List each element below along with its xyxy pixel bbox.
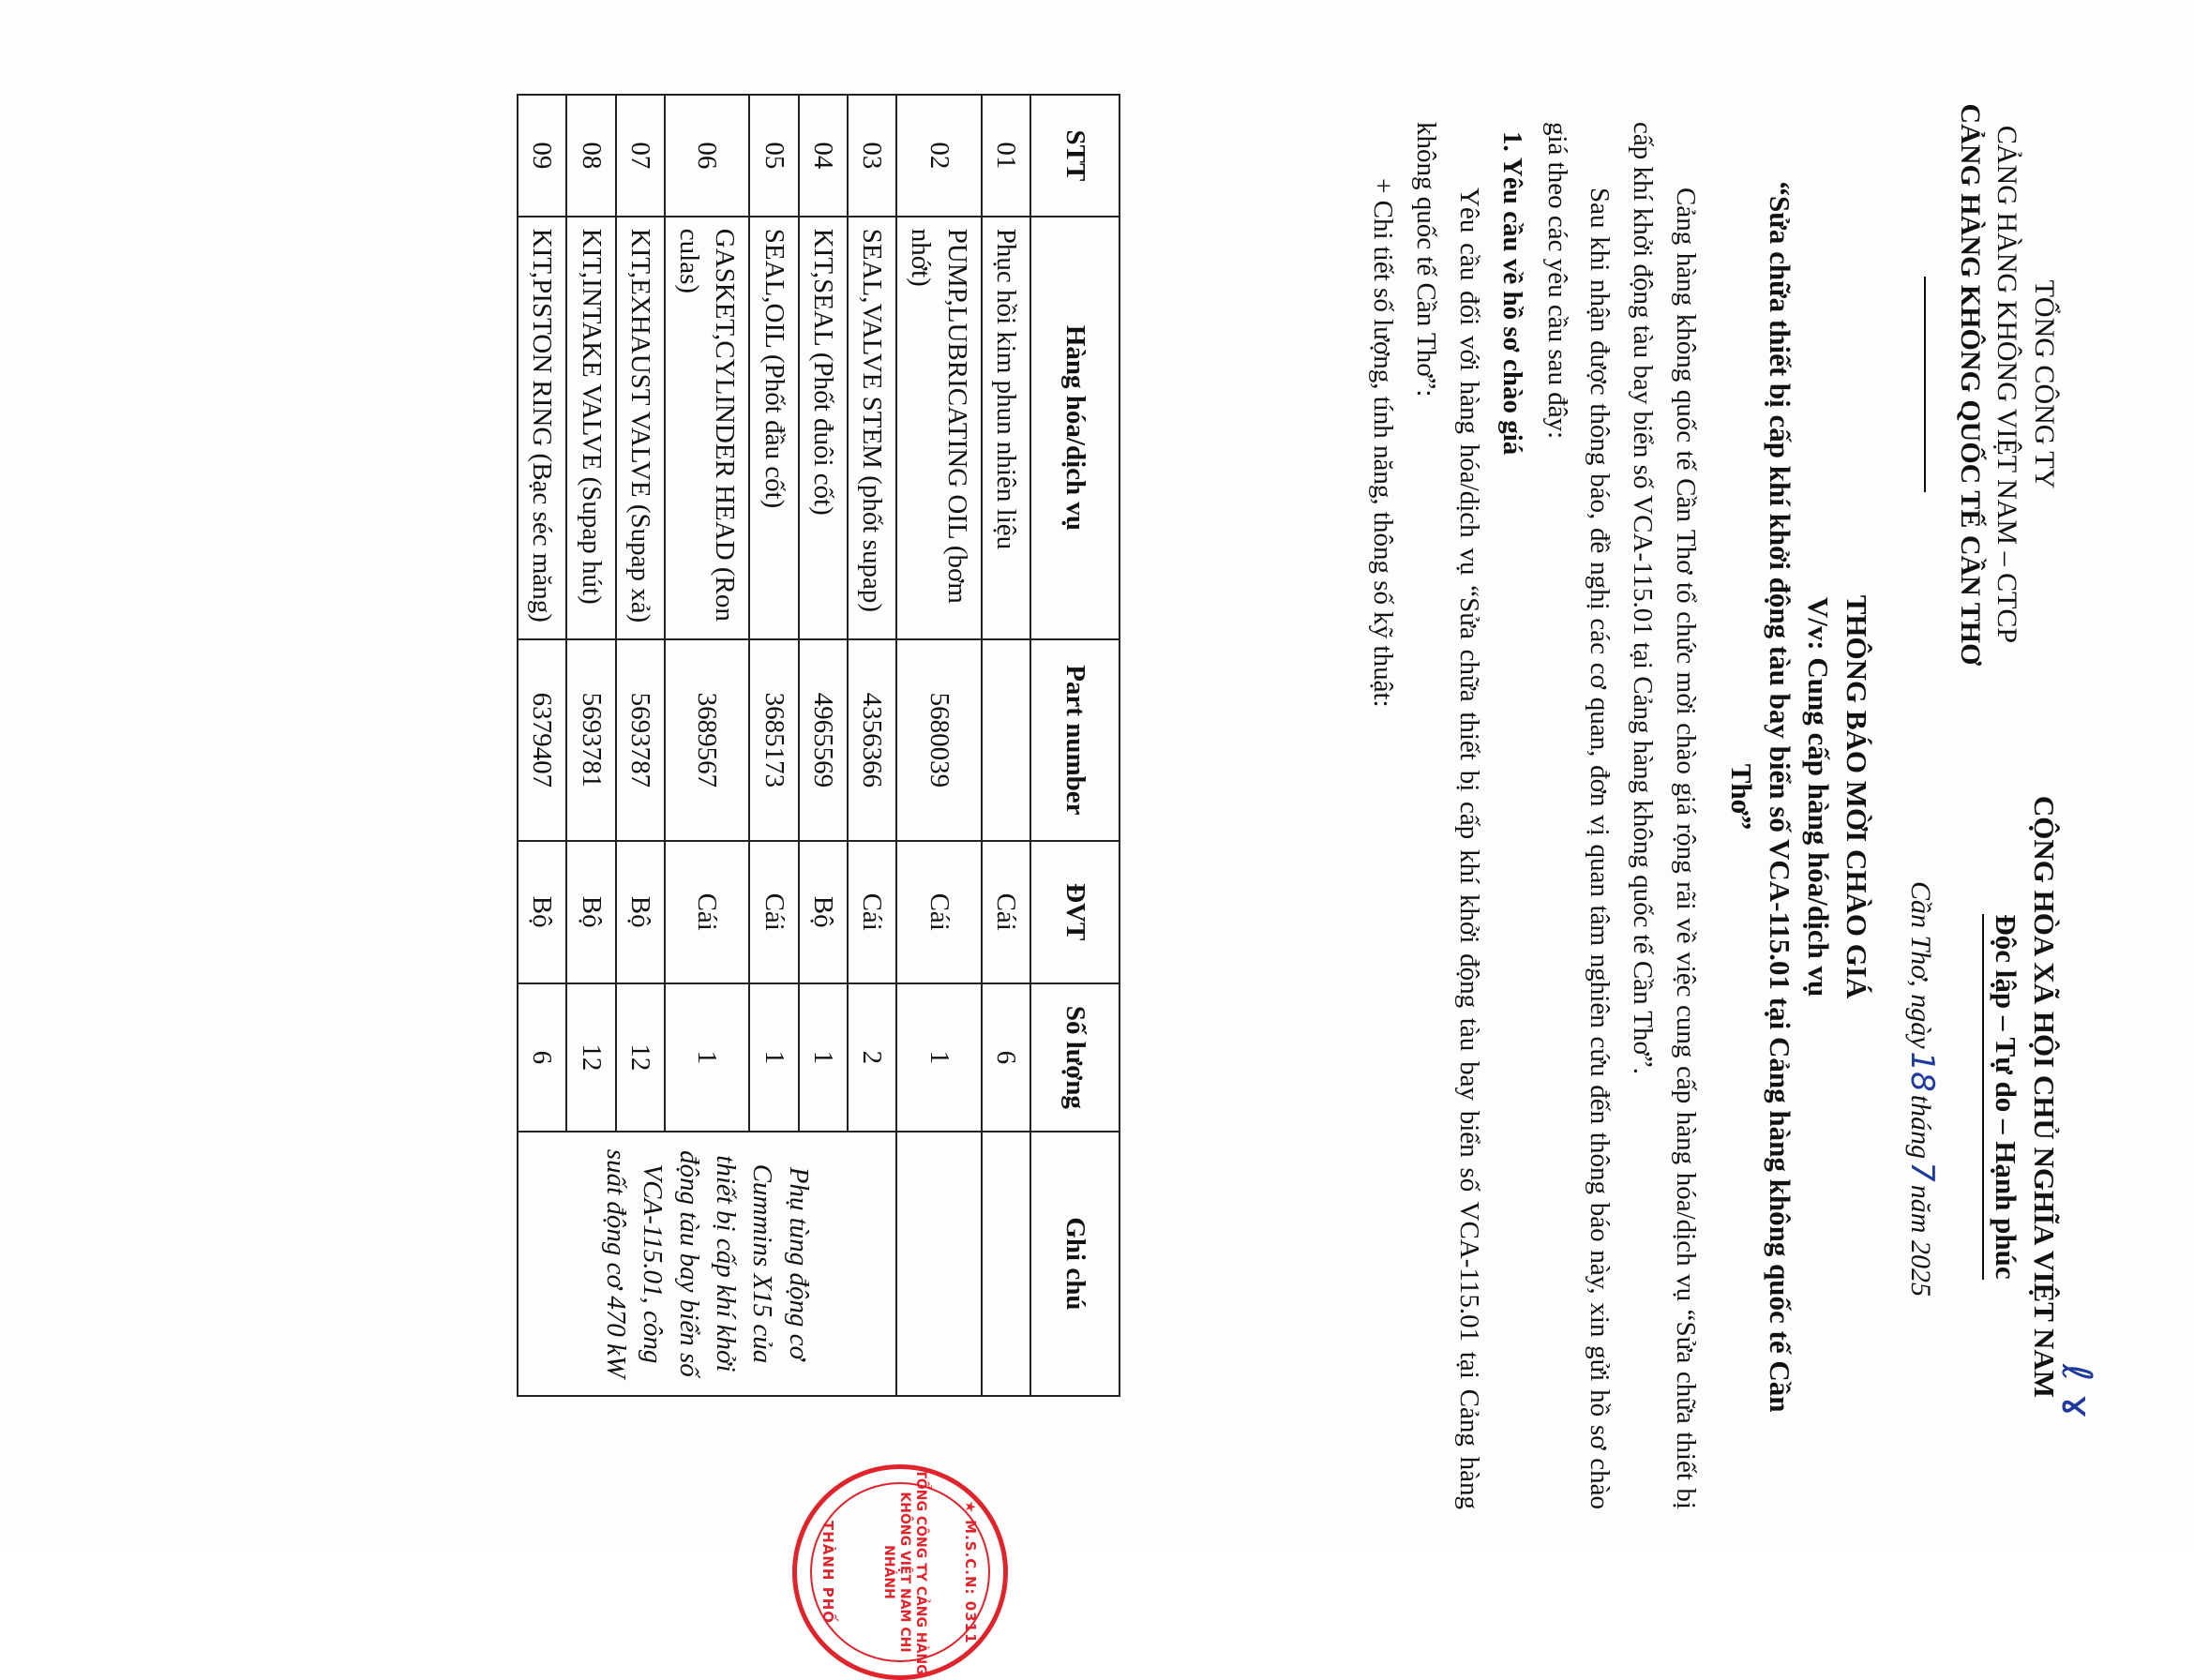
- cell-stt: 01: [982, 95, 1030, 217]
- cell-item: KIT,PISTON RING (Bạc séc măng): [518, 217, 566, 639]
- paragraph-requirement: Yêu cầu đối với hàng hóa/dịch vụ “Sửa chữa thiết bị cấp khí khởi động tàu bay biển số VCA-115.01 tại Cảng hàng không quốc tế Cần Thơ”:: [1411, 122, 1484, 1509]
- cell-note: Phụ tùng động cơ Cummins X15 của thiết bị cấp khí khởi động tàu bay biển số VCA-115.01, công suất động cơ 470 kW: [518, 1132, 896, 1396]
- cell-note-empty: [982, 1132, 1030, 1396]
- cell-part-number: 5693787: [616, 639, 665, 840]
- cell-part-number: 4356366: [848, 639, 896, 840]
- paragraph-request: Sau khi nhận được thông báo, đề nghị các cơ quan, đơn vị quan tâm nghiên cứu đến thông báo này, xin gửi hồ sơ chào giá theo các yêu cầu sau đây:: [1541, 122, 1615, 1509]
- cell-quantity: 1: [799, 983, 848, 1132]
- notice-subject-quote: “Sửa chữa thiết bị cấp khí khởi động tàu bay biển số VCA-115.01 tại Cảng hàng không quốc tế Cần Thơ”: [1725, 181, 1797, 1413]
- cell-stt: 03: [848, 95, 896, 217]
- cell-unit: Cái: [848, 841, 896, 983]
- table-row: [896, 95, 982, 1396]
- cell-stt: 08: [566, 95, 615, 217]
- cell-unit: Cái: [665, 841, 750, 983]
- cell-unit: Bộ: [799, 841, 848, 983]
- handwritten-initials: ℓ ɤ: [2052, 1364, 2100, 1419]
- date-day: 18: [1903, 1051, 1941, 1092]
- cell-item: KIT,SEAL (Phốt đuôi cốt): [799, 217, 848, 639]
- cell-item: PUMP,LUBRICATING OIL (bơm nhớt): [896, 217, 982, 639]
- cell-quantity: 6: [982, 983, 1030, 1132]
- date-line: [1903, 881, 1941, 1297]
- cell-part-number: [982, 639, 1030, 840]
- date-month: 7: [1903, 1162, 1941, 1182]
- cell-quantity: 2: [848, 983, 896, 1132]
- cell-part-number: 6379407: [518, 639, 566, 840]
- body-text: [1361, 122, 1707, 1509]
- cell-item: GASKET,CYLINDER HEAD (Ron culas): [665, 217, 750, 639]
- cell-stt: 05: [749, 95, 798, 217]
- paragraph-intro: Cảng hàng không quốc tế Cần Thơ tổ chức mời chào giá rộng rãi về việc cung cấp hàng hóa/dịch vụ “Sửa chữa thiết bị cấp khí khởi động tàu bay biển số VCA-115.01 tại Cảng hàng không quốc tế Cần Thơ”.: [1628, 122, 1701, 1509]
- cell-part-number: 5680039: [896, 639, 982, 840]
- notice-title-block: [1721, 159, 1875, 1434]
- issuer-underline: [1924, 277, 1926, 492]
- national-title: CỘNG HÒA XÃ HỘI CHỦ NGHĨA VIỆT NAM: [2028, 795, 2061, 1399]
- cell-item: SEAL,VALVE STEM (phốt supap): [848, 217, 896, 639]
- table-header-row: [1030, 95, 1120, 1396]
- table-row: [982, 95, 1030, 1396]
- items-table: [517, 94, 1120, 1397]
- col-header-quantity: Số lượng: [1030, 983, 1120, 1132]
- col-header-item: Hàng hóa/dịch vụ: [1030, 217, 1120, 639]
- notice-title: THÔNG BÁO MỜI CHÀO GIÁ: [1841, 594, 1873, 999]
- cell-unit: Cái: [896, 841, 982, 983]
- parent-org-full: CẢNG HÀNG KHÔNG VIỆT NAM – CTCP: [1991, 125, 2023, 644]
- date-prefix: Cần Thơ, ngày: [1905, 881, 1936, 1049]
- col-header-note: Ghi chú: [1030, 1132, 1120, 1396]
- section-heading: 1. Yêu cầu về hồ sơ chào giá: [1496, 131, 1527, 456]
- cell-quantity: 6: [518, 983, 566, 1132]
- col-header-stt: STT: [1030, 95, 1120, 217]
- cell-quantity: 12: [616, 983, 665, 1132]
- date-month-label: tháng: [1905, 1094, 1936, 1160]
- cell-stt: 04: [799, 95, 848, 217]
- notice-subject: V/v: Cung cấp hàng hóa/dịch vụ: [1802, 596, 1836, 998]
- cell-part-number: 3685173: [749, 639, 798, 840]
- cell-quantity: 12: [566, 983, 615, 1132]
- parent-org: TỔNG CÔNG TY: [2029, 279, 2060, 489]
- national-motto: Độc lập – Tự do – Hạnh phúc: [1982, 914, 2024, 1279]
- cell-unit: Cái: [749, 841, 798, 983]
- cell-item: Phục hồi kim phun nhiên liệu: [982, 217, 1030, 639]
- cell-unit: Cái: [982, 841, 1030, 983]
- cell-unit: Bộ: [616, 841, 665, 983]
- company-seal: [792, 1464, 1008, 1680]
- cell-stt: 06: [665, 95, 750, 217]
- cell-quantity: 1: [896, 983, 982, 1132]
- cell-item: KIT,EXHAUST VALVE (Supap xả): [616, 217, 665, 639]
- cell-item: KIT,INTAKE VALVE (Supap hút): [566, 217, 615, 639]
- cell-stt: 09: [518, 95, 566, 217]
- cell-note-empty: [896, 1132, 982, 1396]
- seal-bottom-text: THÀNH PHỐ: [819, 1520, 836, 1625]
- cell-unit: Bộ: [518, 841, 566, 983]
- date-year: năm 2025: [1905, 1184, 1936, 1297]
- cell-unit: Bộ: [566, 841, 615, 983]
- table-row: [848, 95, 896, 1396]
- issuer-header: [1915, 84, 2063, 684]
- cell-quantity: 1: [665, 983, 750, 1132]
- cell-part-number: 3689567: [665, 639, 750, 840]
- col-header-part-number: Part number: [1030, 639, 1120, 840]
- cell-stt: 07: [616, 95, 665, 217]
- cell-stt: 02: [896, 95, 982, 217]
- cell-part-number: 4965569: [799, 639, 848, 840]
- col-header-unit: ĐVT: [1030, 841, 1120, 983]
- issuing-unit: CẢNG HÀNG KHÔNG QUỐC TẾ CẦN THƠ: [1954, 103, 1986, 666]
- seal-top-text: ★ M.S.C.N: 0311: [962, 1500, 979, 1644]
- cell-item: SEAL,OIL (Phốt đầu cốt): [749, 217, 798, 639]
- national-header: [1982, 741, 2063, 1453]
- cell-part-number: 5693781: [566, 639, 615, 840]
- bullet-details: + Chi tiết số lượng, tính năng, thông số kỹ thuật:: [1368, 178, 1399, 708]
- seal-middle-text: TỔNG CÔNG TY CẢNG HÀNG KHÔNG VIỆT NAM CHI NHÁNH: [881, 1469, 928, 1675]
- cell-quantity: 1: [749, 983, 798, 1132]
